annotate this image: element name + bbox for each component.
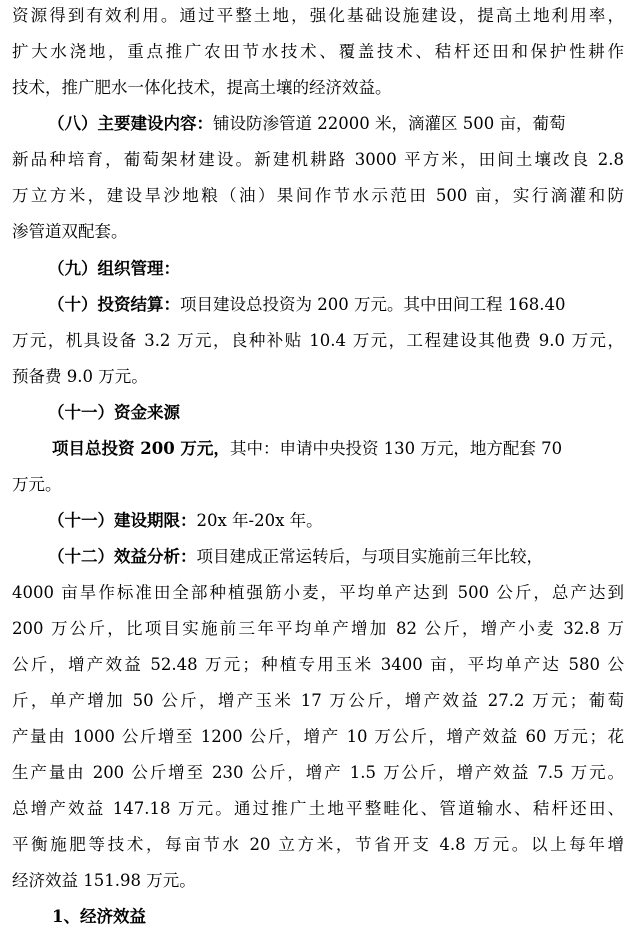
- funding-paragraph: [52, 431, 624, 467]
- paragraph-line: 经济效益 151.98 万元。: [12, 871, 196, 890]
- subsection-heading: 1、经济效益: [52, 907, 146, 926]
- section-11b-text: 20x 年-20x 年。: [196, 511, 323, 530]
- section-12-heading: （十二）效益分析：: [48, 547, 197, 566]
- section-8-text: 铺设防渗管道 22000 米，滴灌区 500 亩，葡萄: [213, 114, 566, 133]
- paragraph-line: 资源得到有效利用。通过平整土地，强化基础设施建设，提高土地利用率，: [12, 6, 624, 25]
- paragraph-line: 公斤，增产效益 52.48 万元；种植专用玉米 3400 亩，平均单产达 580 公: [12, 655, 624, 674]
- paragraph-line: 技术，推广肥水一体化技术，提高土壤的经济效益。: [12, 78, 392, 97]
- paragraph-line: 万元。: [12, 475, 62, 494]
- paragraph-line: 产量由 1000 公斤增至 1200 公斤，增产 10 万公斤，增产效益 60 万元；花: [12, 727, 624, 746]
- section-9-heading: （九）组织管理：: [48, 259, 180, 278]
- paragraph-line: 扩大水浇地，重点推广农田节水技术、覆盖技术、秸杆还田和保护性耕作: [12, 42, 624, 61]
- section-10-text: 项目建设总投资为 200 万元。其中田间工程 168.40: [180, 295, 566, 314]
- section-11b-heading: （十一）建设期限：: [48, 511, 197, 530]
- paragraph-line: 斤，单产增加 50 公斤，增产玉米 17 万公斤，增产效益 27.2 万元；葡萄: [12, 691, 624, 710]
- section-11-heading: （十一）资金来源: [48, 403, 180, 422]
- section-8-heading: （八）主要建设内容：: [48, 114, 213, 133]
- funding-lead: 项目总投资 200 万元，: [52, 439, 230, 458]
- section-8: [48, 106, 624, 142]
- paragraph-line: 万立方米，建设旱沙地粮（油）果间作节水示范田 500 亩，实行滴灌和防: [12, 186, 624, 205]
- paragraph-line: 平衡施肥等技术，每亩节水 20 立方米，节省开支 4.8 万元。以上每年增: [12, 835, 624, 854]
- section-11b: [48, 503, 624, 539]
- section-10-heading: （十）投资结算：: [48, 295, 180, 314]
- paragraph-line: 生产量由 200 公斤增至 230 公斤，增产 1.5 万公斤，增产效益 7.5 万元。: [12, 763, 624, 782]
- paragraph-line: 万元，机具设备 3.2 万元，良种补贴 10.4 万元，工程建设其他费 9.0 万元，: [12, 331, 624, 350]
- paragraph-line: 4000 亩旱作标准田全部种植强筋小麦，平均单产达到 500 公斤，总产达到: [12, 583, 624, 602]
- paragraph-line: 预备费 9.0 万元。: [12, 367, 148, 386]
- paragraph-line: 渗管道双配套。: [12, 222, 128, 241]
- section-10: [48, 287, 624, 323]
- funding-text: 其中：申请中央投资 130 万元，地方配套 70: [229, 439, 563, 458]
- paragraph-line: 总增产效益 147.18 万元。通过推广土地平整畦化、管道输水、秸杆还田、: [12, 799, 624, 818]
- section-12-text: 项目建成正常运转后，与项目实施前三年比较，: [196, 547, 543, 566]
- paragraph-line: 200 万公斤，比项目实施前三年平均单产增加 82 公斤，增产小麦 32.8 万: [12, 619, 624, 638]
- paragraph-line: 新品种培育，葡萄架材建设。新建机耕路 3000 平方米，田间土壤改良 2.8: [12, 150, 624, 169]
- section-12: [48, 539, 624, 575]
